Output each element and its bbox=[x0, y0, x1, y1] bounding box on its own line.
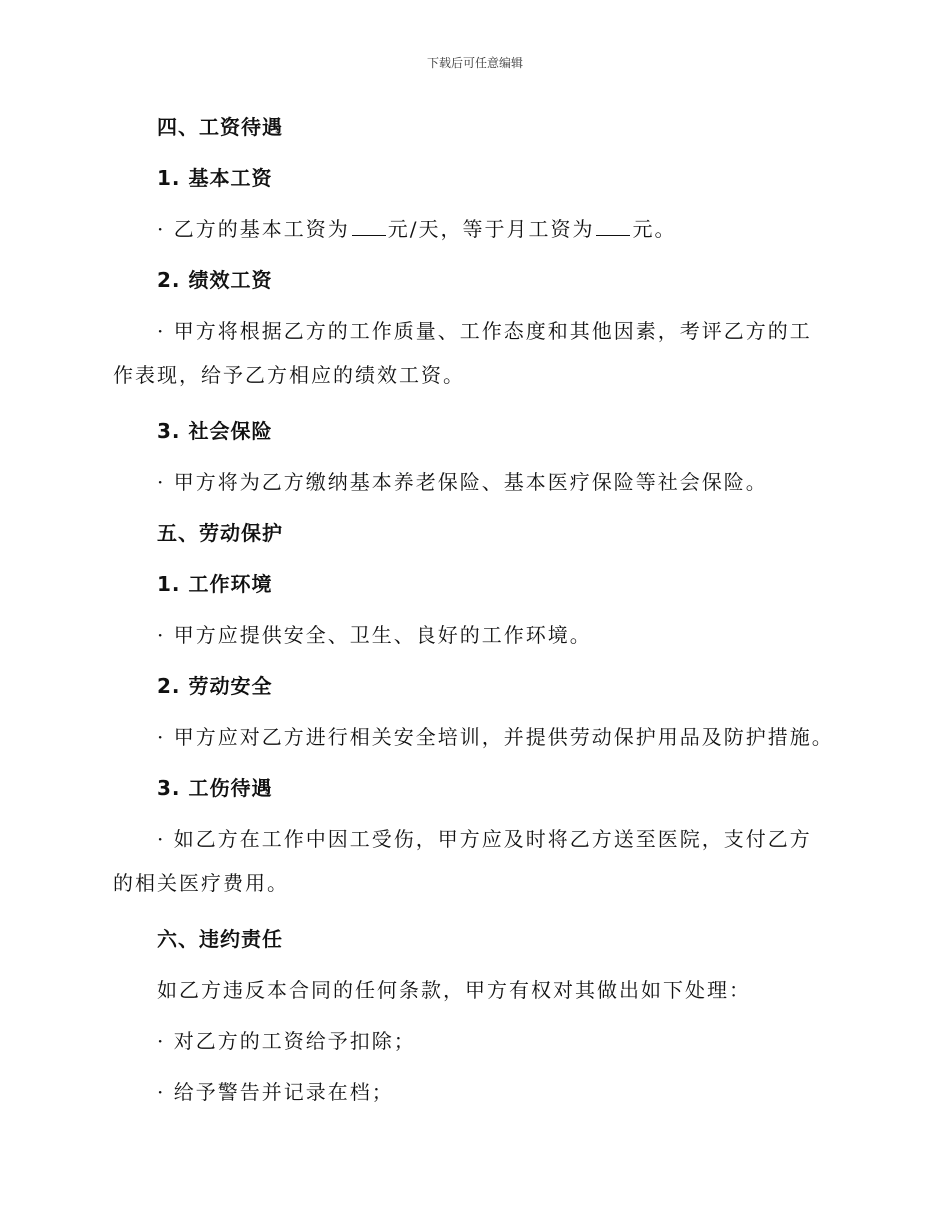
social-insurance-text: · 甲方将为乙方缴纳基本养老保险、基本医疗保险等社会保险。 bbox=[157, 470, 768, 494]
document-body bbox=[113, 110, 834, 1109]
subsection-title-labor-safety: 2. 劳动安全 bbox=[157, 674, 273, 698]
basic-wage-text bbox=[113, 212, 825, 246]
performance-wage-text: · 甲方将根据乙方的工作质量、工作态度和其他因素，考评乙方的工作表现，给予乙方相应的绩效工资。 bbox=[113, 319, 812, 387]
breach-item-deduction: · 对乙方的工资给予扣除； bbox=[157, 1029, 416, 1053]
subsection-title-work-injury: 3. 工伤待遇 bbox=[157, 776, 273, 800]
subsection-title-performance-wage: 2. 绩效工资 bbox=[157, 268, 273, 292]
subsection-title-work-environment: 1. 工作环境 bbox=[157, 572, 273, 596]
section-title-labor-protection: 五、劳动保护 bbox=[157, 521, 283, 545]
subsection-title-basic-wage: 1. 基本工资 bbox=[157, 166, 273, 190]
breach-intro-text: 如乙方违反本合同的任何条款，甲方有权对其做出如下处理： bbox=[157, 978, 751, 1002]
work-injury-text: · 如乙方在工作中因工受伤，甲方应及时将乙方送至医院，支付乙方的相关医疗费用。 bbox=[113, 827, 812, 895]
basic-wage-text-b: 元/天，等于月工资为 bbox=[387, 217, 595, 241]
basic-wage-text-c: 元。 bbox=[632, 217, 677, 241]
work-environment-text: · 甲方应提供安全、卫生、良好的工作环境。 bbox=[157, 623, 592, 647]
page-header: 下载后可任意编辑 bbox=[426, 56, 523, 70]
breach-item-warning: · 给予警告并记录在档； bbox=[157, 1080, 394, 1104]
subsection-title-social-insurance: 3. 社会保险 bbox=[157, 419, 273, 443]
daily-wage-blank bbox=[352, 213, 386, 236]
monthly-wage-blank bbox=[596, 213, 630, 236]
section-title-wages: 四、工资待遇 bbox=[157, 115, 283, 139]
basic-wage-text-a: · 乙方的基本工资为 bbox=[157, 217, 350, 241]
labor-safety-text: · 甲方应对乙方进行相关安全培训，并提供劳动保护用品及防护措施。 bbox=[157, 725, 834, 749]
section-title-breach-liability: 六、违约责任 bbox=[157, 927, 283, 951]
